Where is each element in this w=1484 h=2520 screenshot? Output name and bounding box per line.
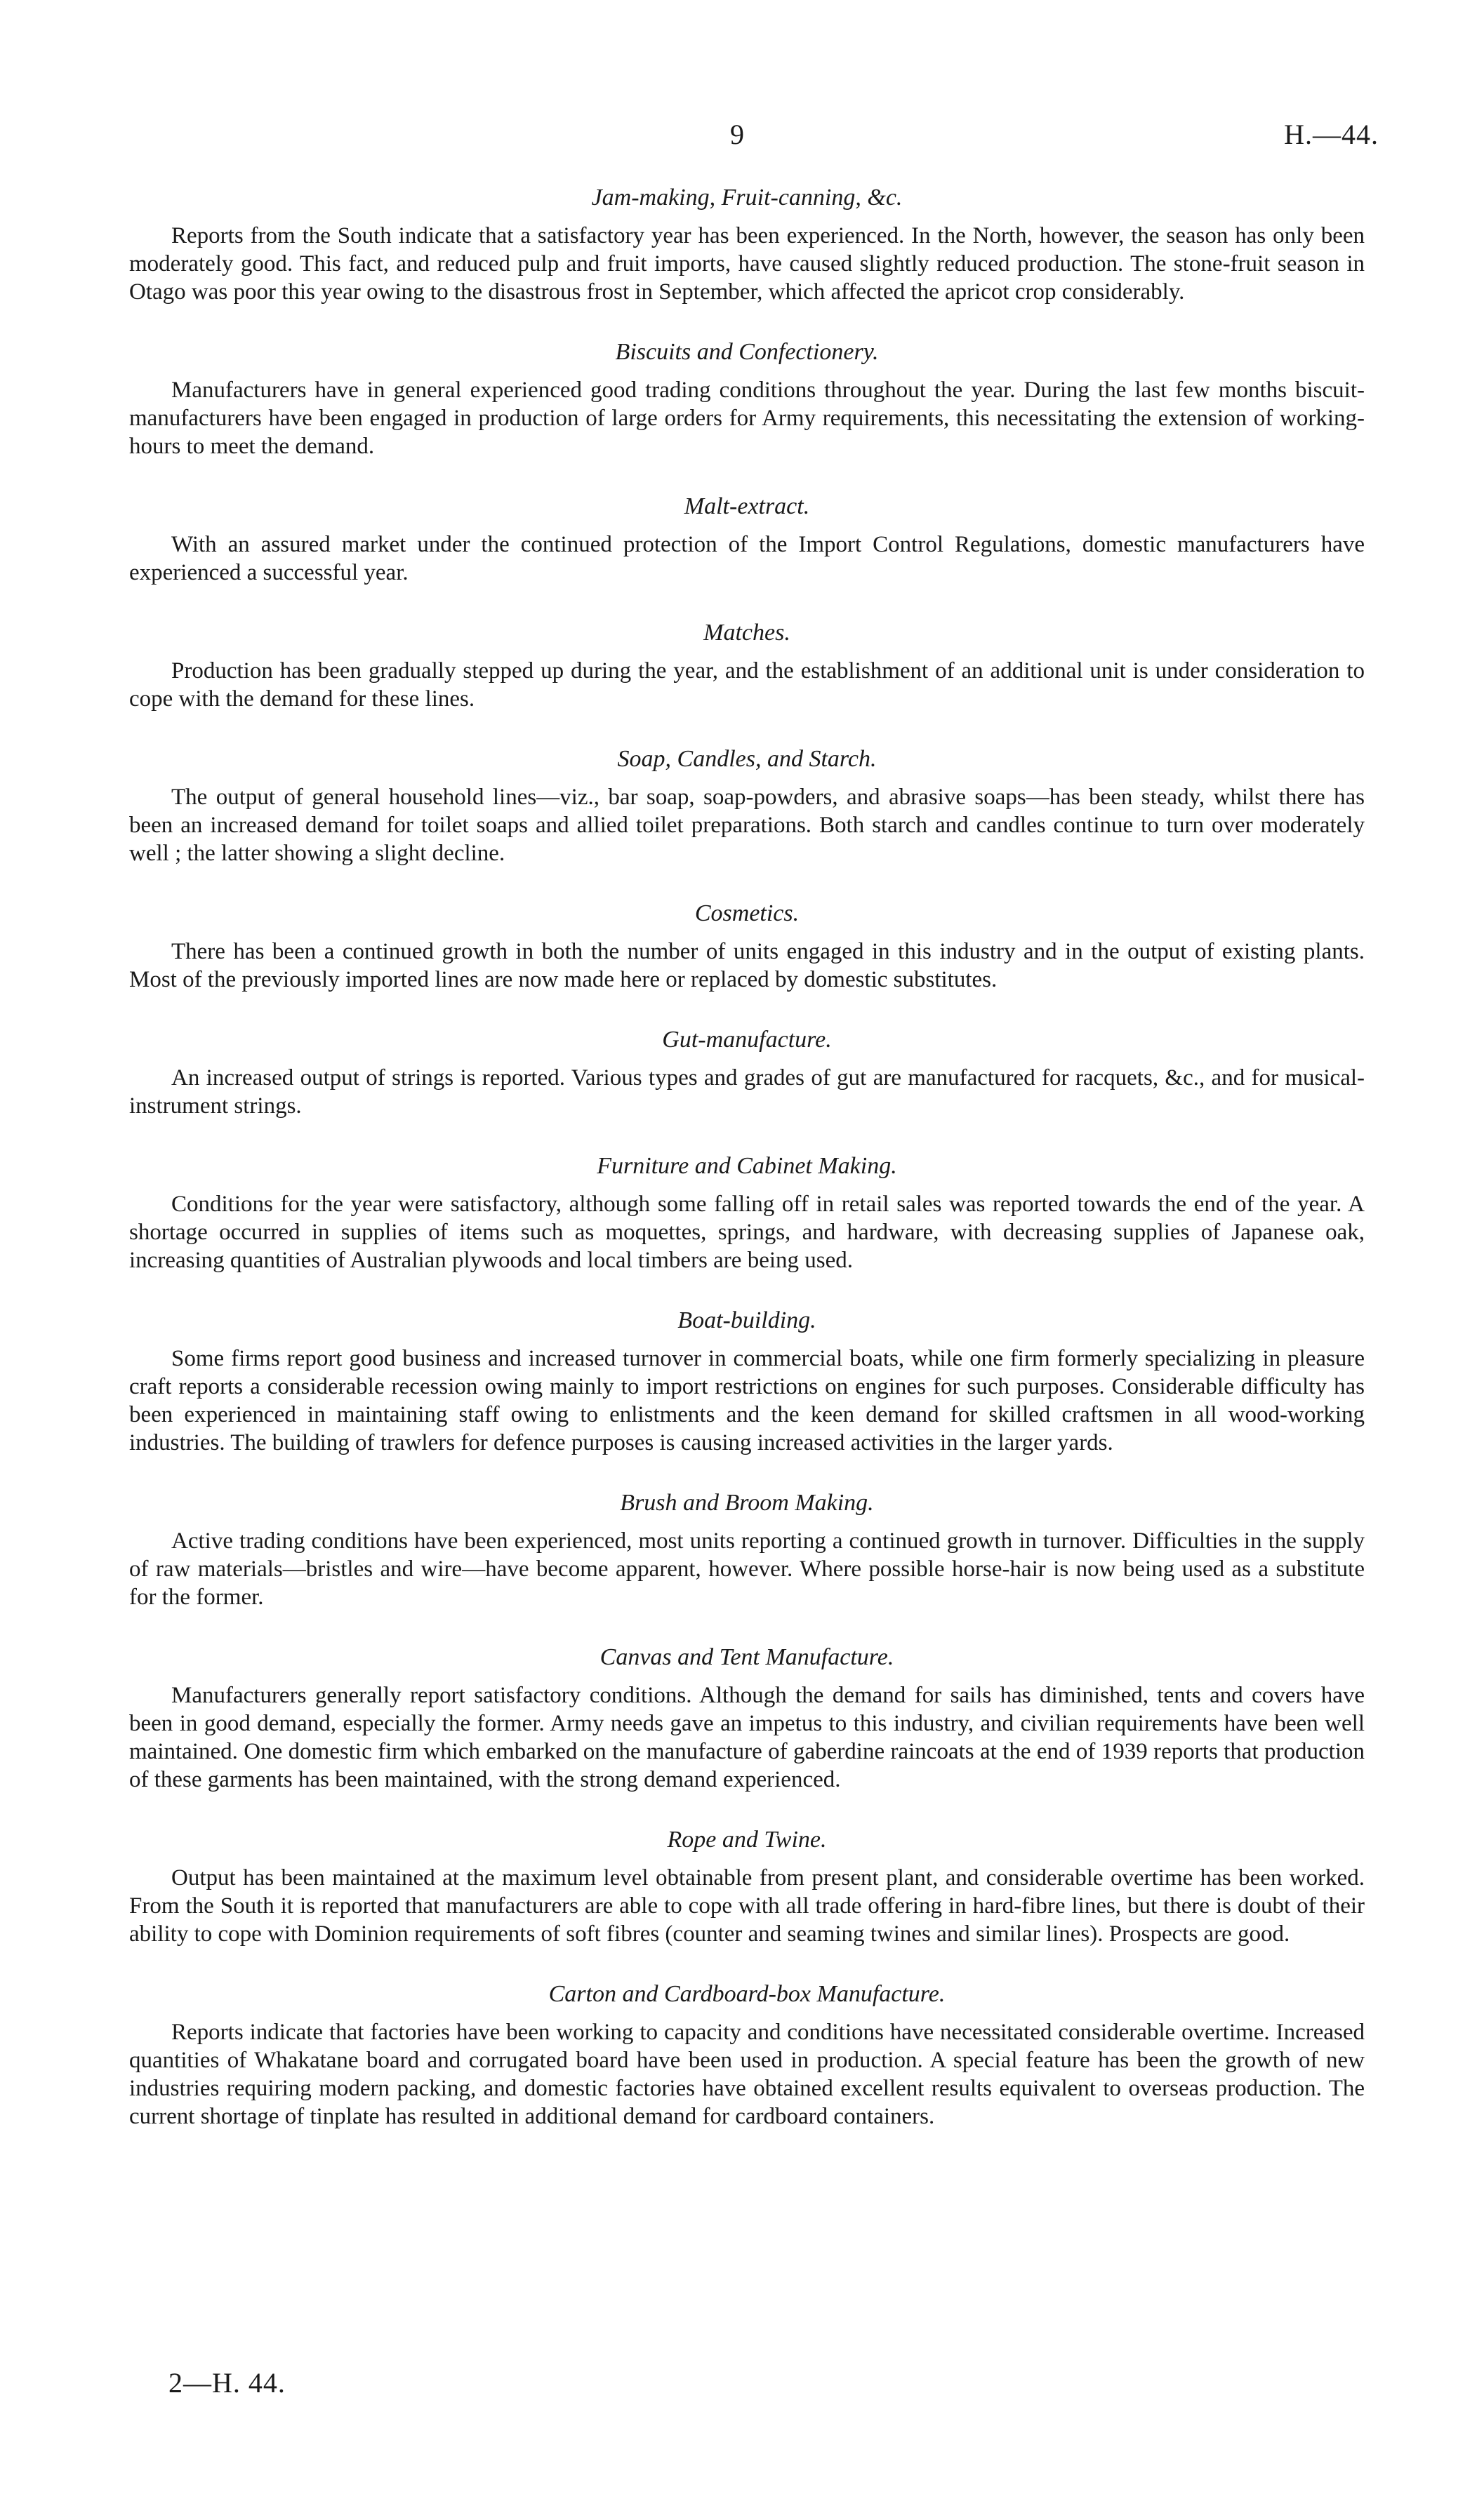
section-paragraph: Some firms report good business and increased turnover in commercial boats, while one firm formerly specializing in pleasure craft reports a considerable recession owing mainly to import restrictions on engines for such purposes. Considerable difficulty has been experienced in maintaining staff owing to enlistments and the keen demand for skilled craftsmen in all wood-working industries. The building of trawlers for defence purposes is causing increased activities in the larger yards. xyxy=(129,1346,1365,1455)
section-paragraph: With an assured market under the continued protection of the Import Control Regulations, domestic manufacturers have experienced a successful year. xyxy=(129,532,1365,585)
section-jam-making xyxy=(129,184,1365,306)
section-heading: Canvas and Tent Manufacture. xyxy=(599,1644,894,1670)
section-paragraph: Reports from the South indicate that a satisfactory year has been experienced. In the North, however, the season has only been moderately good. This fact, and reduced pulp and fruit imports, have caused slightly reduced production. The stone-fruit season in Otago was poor this year owing to the disastrous frost in September, which affected the apricot crop considerably. xyxy=(129,223,1365,305)
section-boat-building xyxy=(129,1307,1365,1457)
section-paragraph: Manufacturers have in general experienced good trading conditions throughout the year. During the last few months biscuit-manufacturers have been engaged in production of large orders for Army requirements, this necessitating the extension of working-hours to meet the demand. xyxy=(129,378,1365,459)
section-paragraph: Reports indicate that factories have been working to capacity and conditions have necessitated considerable overtime. Increased quantities of Whakatane board and corrugated board have been used in production. A special feature has been the growth of new industries requiring modern packing, and domestic factories have obtained excellent results equivalent to overseas production. The current shortage of tinplate has resulted in additional demand for cardboard containers. xyxy=(129,2020,1365,2129)
section-paragraph: The output of general household lines—viz., bar soap, soap-powders, and abrasive soaps—has been steady, whilst there has been an increased demand for toilet soaps and allied toilet preparations. Both starch and candles continue to turn over moderately well ; the latter showing a slight decline. xyxy=(129,785,1365,866)
section-heading: Rope and Twine. xyxy=(667,1827,827,1853)
section-paragraph: Production has been gradually stepped up during the year, and the establishment of an additional unit is under consideration to cope with the demand for these lines. xyxy=(129,658,1365,712)
section-heading: Matches. xyxy=(703,620,790,646)
section-heading: Furniture and Cabinet Making. xyxy=(597,1153,897,1179)
document-reference: H.—44. xyxy=(1284,119,1379,150)
section-malt-extract xyxy=(129,493,1365,587)
report-body xyxy=(129,184,1365,2163)
section-rope-twine xyxy=(129,1826,1365,1948)
section-paragraph: There has been a continued growth in both the number of units engaged in this industry and in the output of existing plants. Most of the previously imported lines are now made here or replaced by domestic substitutes. xyxy=(129,939,1365,992)
section-heading: Gut-manufacture. xyxy=(662,1027,832,1053)
section-heading: Soap, Candles, and Starch. xyxy=(617,746,877,772)
section-canvas-tent xyxy=(129,1644,1365,1794)
section-heading: Jam-making, Fruit-canning, &c. xyxy=(591,185,903,211)
section-gut-manufacture xyxy=(129,1026,1365,1120)
section-heading: Cosmetics. xyxy=(694,900,800,926)
section-matches xyxy=(129,619,1365,713)
section-paragraph: Active trading conditions have been experienced, most units reporting a continued growth in turnover. Difficulties in the supply of raw materials—bristles and wire—have become apparent, however. Where possible horse-hair is now being used as a substitute for the former. xyxy=(129,1528,1365,1610)
section-furniture xyxy=(129,1152,1365,1274)
section-paragraph: Conditions for the year were satisfactory, although some falling off in retail sales was reported towards the end of the year. A shortage occurred in supplies of items such as moquettes, springs, and hardware, with decreasing supplies of Japanese oak, increasing quantities of Australian plywoods and local timbers are being used. xyxy=(129,1192,1365,1273)
page-number: 9 xyxy=(730,119,744,150)
section-paragraph: An increased output of strings is reported. Various types and grades of gut are manufactured for racquets, &c., and for musical-instrument strings. xyxy=(129,1065,1365,1119)
section-heading: Biscuits and Confectionery. xyxy=(615,339,879,365)
section-heading: Brush and Broom Making. xyxy=(620,1490,874,1516)
signature-mark: 2—H. 44. xyxy=(168,2367,286,2399)
section-biscuits xyxy=(129,338,1365,460)
section-paragraph: Manufacturers generally report satisfactory conditions. Although the demand for sails has diminished, tents and covers have been in good demand, especially the former. Army needs gave an impetus to this industry, and civilian requirements have been well maintained. One domestic firm which embarked on the manufacture of gaberdine raincoats at the end of 1939 reports that production of these garments has been maintained, with the strong demand experienced. xyxy=(129,1683,1365,1792)
section-cosmetics xyxy=(129,900,1365,994)
section-paragraph: Output has been maintained at the maximum level obtainable from present plant, and considerable overtime has been worked. From the South it is reported that manufacturers are able to cope with all trade offering in hard-fibre lines, but there is doubt of their ability to cope with Dominion requirements of soft fibres (counter and seaming twines and similar lines). Prospects are good. xyxy=(129,1865,1365,1947)
section-soap-candles-starch xyxy=(129,745,1365,867)
section-heading: Boat-building. xyxy=(677,1307,816,1333)
section-heading: Malt-extract. xyxy=(684,493,810,519)
section-heading: Carton and Cardboard-box Manufacture. xyxy=(548,1981,946,2007)
section-brush-broom xyxy=(129,1489,1365,1611)
section-carton-cardboard xyxy=(129,1980,1365,2131)
